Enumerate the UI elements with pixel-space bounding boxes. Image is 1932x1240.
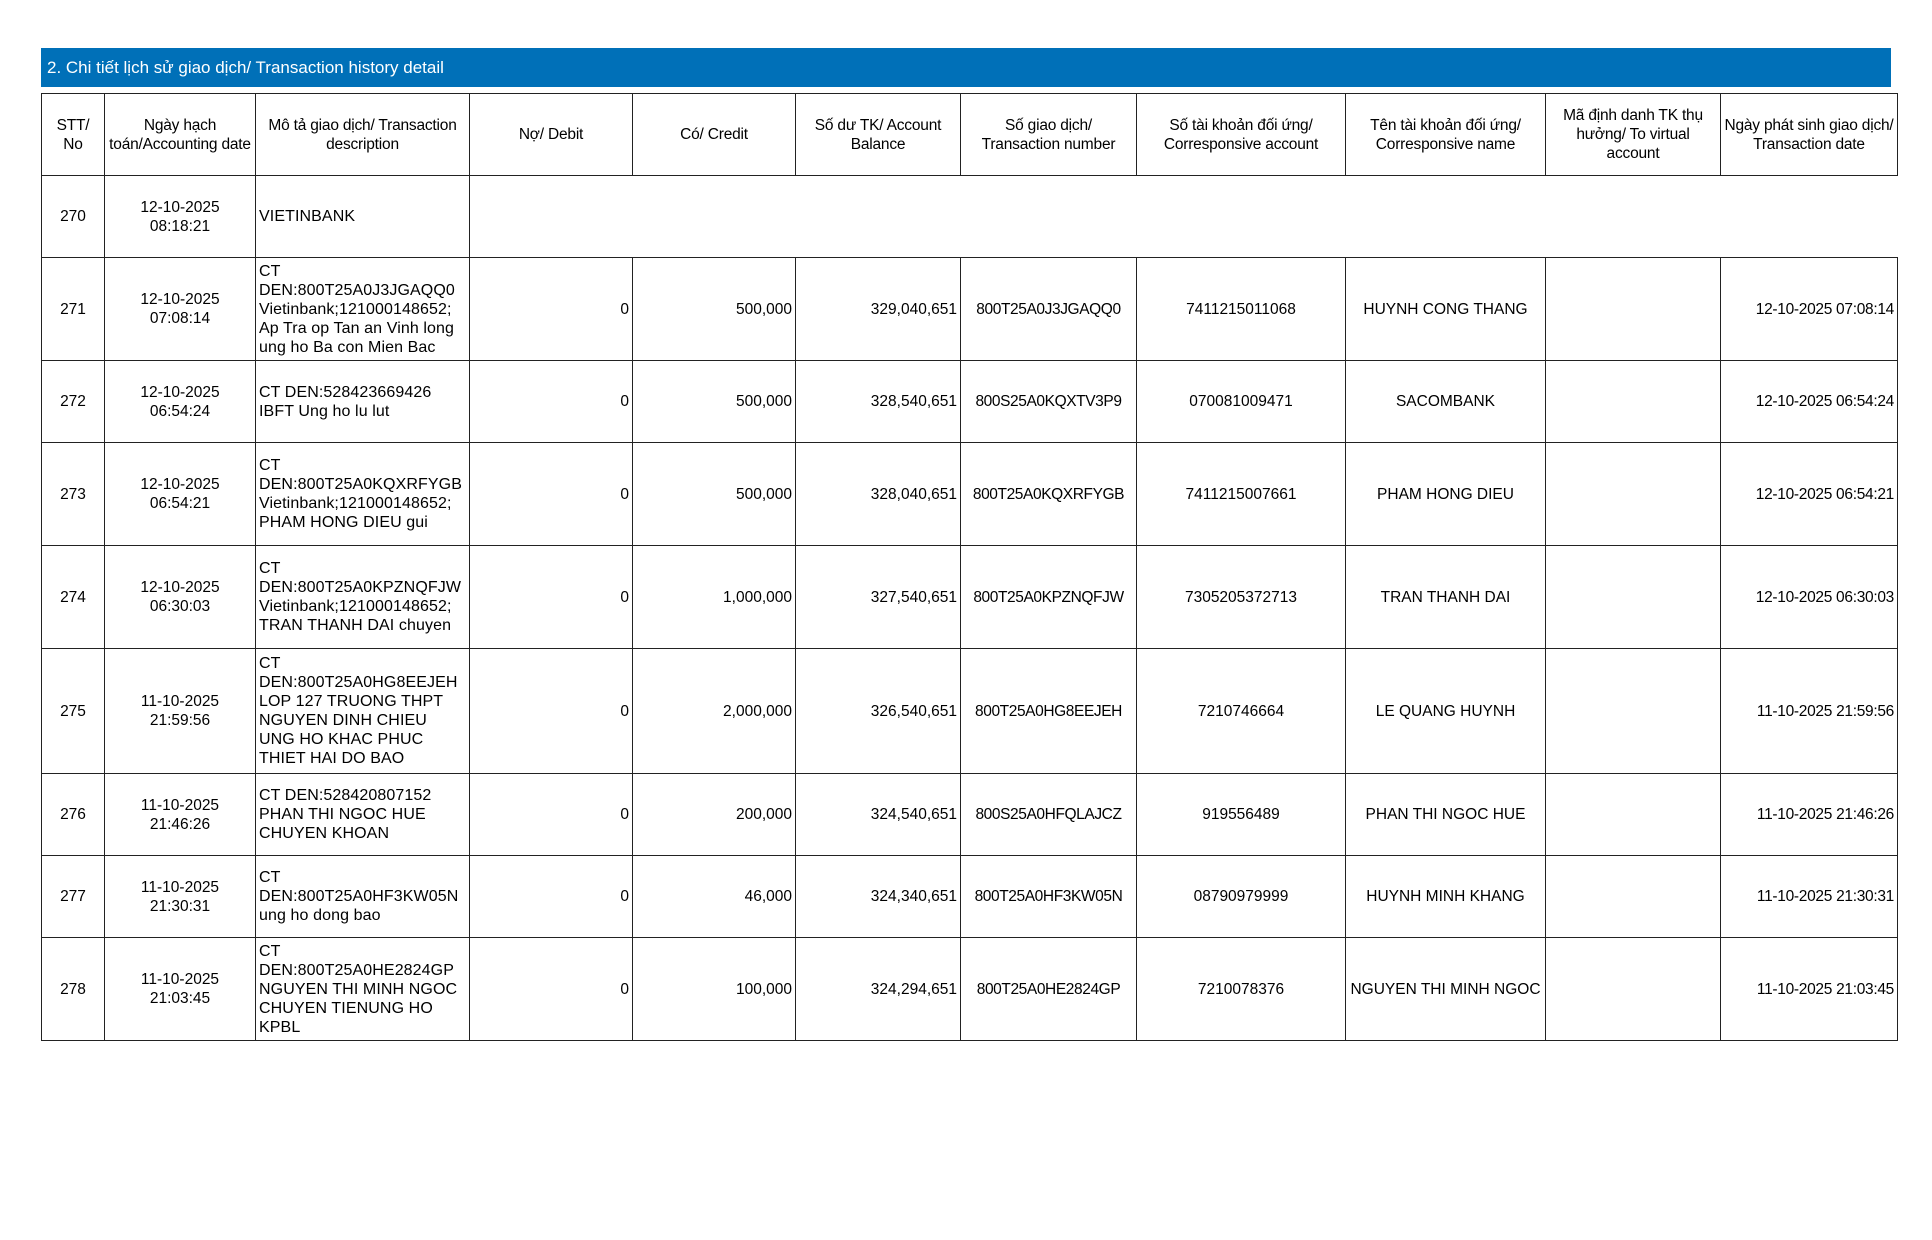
cell-credit: 100,000 [633,938,796,1041]
cell-credit: 500,000 [633,361,796,443]
cell-description: CT DEN:528423669426 IBFT Ung ho lu lut [256,361,470,443]
accounting-time: 21:59:56 [149,712,211,729]
cell-balance: 329,040,651 [796,258,961,361]
col-header-description: Mô tả giao dịch/ Transaction description [256,94,470,176]
cell-description: CT DEN:800T25A0J3JGAQQ0 Vietinbank;121000148652; Ap Tra op Tan an Vinh long ung ho Ba con Mien Bac [256,258,470,361]
col-header-transaction-date: Ngày phát sinh giao dịch/ Transaction date [1721,94,1898,176]
cell-virtual-account [1546,649,1721,774]
cell-corresponsive-account: 070081009471 [1137,361,1346,443]
col-header-no: STT/ No [42,94,105,176]
accounting-date: 11-10-2025 [140,693,220,710]
cell-credit: 1,000,000 [633,546,796,649]
accounting-time: 08:18:21 [149,217,211,235]
cell-corresponsive-account: 7411215007661 [1137,443,1346,546]
cell-transaction-date: 12-10-2025 06:30:03 [1721,546,1898,649]
cell-no: 270 [42,176,105,258]
table-header-row [42,94,1898,176]
accounting-time: 06:54:24 [149,402,211,420]
accounting-time: 21:30:31 [149,897,211,915]
table-row [42,938,1898,1041]
accounting-date: 12-10-2025 [140,579,220,596]
section-title: 2. Chi tiết lịch sử giao dịch/ Transaction history detail [47,58,444,77]
accounting-date: 12-10-2025 [140,383,220,401]
cell-accounting-date [105,649,256,774]
cell-no: 277 [42,856,105,938]
cell-transaction-number: 800T25A0HG8EEJEH [961,649,1137,774]
cell-corresponsive-account: 7411215011068 [1137,258,1346,361]
cell-debit: 0 [470,546,633,649]
cell-description: VIETINBANK [256,176,470,258]
cell-credit: 500,000 [633,258,796,361]
cell-transaction-number: 800S25A0HFQLAJCZ [961,774,1137,856]
col-header-corresponsive-account: Số tài khoản đối ứng/ Corresponsive account [1137,94,1346,176]
cell-corresponsive-name: NGUYEN THI MINH NGOC [1346,938,1546,1041]
accounting-date: 11-10-2025 [140,971,220,988]
cell-transaction-number: 800T25A0KPZNQFJW [961,546,1137,649]
cell-no: 273 [42,443,105,546]
cell-virtual-account [1546,938,1721,1041]
cell-no: 276 [42,774,105,856]
cell-virtual-account [1546,546,1721,649]
cell-transaction-date: 12-10-2025 06:54:24 [1721,361,1898,443]
table-row [42,176,1898,258]
accounting-date: 12-10-2025 [140,476,220,493]
cell-description: CT DEN:800T25A0HE2824GP NGUYEN THI MINH NGOC CHUYEN TIENUNG HO KPBL [256,938,470,1041]
cell-corresponsive-account: 7305205372713 [1137,546,1346,649]
cell-accounting-date [105,774,256,856]
col-header-debit: Nợ/ Debit [470,94,633,176]
cell-balance: 324,294,651 [796,938,961,1041]
cell-balance: 328,040,651 [796,443,961,546]
cell-corresponsive-name: SACOMBANK [1346,361,1546,443]
col-header-transaction-number: Số giao dịch/ Transaction number [961,94,1137,176]
cell-virtual-account [1546,856,1721,938]
cell-transaction-number: 800T25A0J3JGAQQ0 [961,258,1137,361]
col-header-balance: Số dư TK/ Account Balance [796,94,961,176]
accounting-time: 21:46:26 [149,815,211,833]
cell-accounting-date [105,546,256,649]
cell-balance: 328,540,651 [796,361,961,443]
cell-corresponsive-account: 7210078376 [1137,938,1346,1041]
cell-corresponsive-account: 08790979999 [1137,856,1346,938]
cell-no: 275 [42,649,105,774]
table-row [42,774,1898,856]
accounting-date: 11-10-2025 [140,878,220,896]
empty-merged-cell [470,176,1898,258]
cell-transaction-number: 800S25A0KQXTV3P9 [961,361,1137,443]
cell-no: 274 [42,546,105,649]
cell-transaction-number: 800T25A0KQXRFYGB [961,443,1137,546]
accounting-date: 11-10-2025 [140,796,220,814]
cell-balance: 326,540,651 [796,649,961,774]
cell-accounting-date [105,176,256,258]
cell-no: 271 [42,258,105,361]
table-row [42,649,1898,774]
col-header-virtual-account: Mã định danh TK thụ hưởng/ To virtual account [1546,94,1721,176]
col-header-corresponsive-name: Tên tài khoản đối ứng/ Corresponsive name [1346,94,1546,176]
cell-credit: 200,000 [633,774,796,856]
cell-corresponsive-name: HUYNH CONG THANG [1346,258,1546,361]
cell-no: 272 [42,361,105,443]
cell-virtual-account [1546,258,1721,361]
cell-transaction-date: 11-10-2025 21:30:31 [1721,856,1898,938]
cell-balance: 324,340,651 [796,856,961,938]
cell-description: CT DEN:800T25A0KPZNQFJW Vietinbank;121000148652; TRAN THANH DAI chuyen [256,546,470,649]
cell-corresponsive-name: PHAN THI NGOC HUE [1346,774,1546,856]
cell-balance: 324,540,651 [796,774,961,856]
cell-transaction-date: 12-10-2025 06:54:21 [1721,443,1898,546]
col-header-accounting-date: Ngày hạch toán/Accounting date [105,94,256,176]
cell-debit: 0 [470,856,633,938]
cell-credit: 46,000 [633,856,796,938]
cell-balance: 327,540,651 [796,546,961,649]
cell-credit: 500,000 [633,443,796,546]
accounting-date: 12-10-2025 [140,198,220,216]
cell-description: CT DEN:800T25A0HF3KW05N ung ho dong bao [256,856,470,938]
accounting-time: 06:30:03 [149,598,211,615]
col-header-credit: Có/ Credit [633,94,796,176]
cell-virtual-account [1546,443,1721,546]
cell-transaction-date: 11-10-2025 21:46:26 [1721,774,1898,856]
cell-corresponsive-name: TRAN THANH DAI [1346,546,1546,649]
cell-accounting-date [105,258,256,361]
accounting-date: 12-10-2025 [140,291,220,308]
cell-description: CT DEN:528420807152 PHAN THI NGOC HUE CHUYEN KHOAN [256,774,470,856]
cell-transaction-number: 800T25A0HE2824GP [961,938,1137,1041]
cell-description: CT DEN:800T25A0KQXRFYGB Vietinbank;121000148652; PHAM HONG DIEU gui [256,443,470,546]
cell-debit: 0 [470,361,633,443]
cell-virtual-account [1546,361,1721,443]
cell-accounting-date [105,938,256,1041]
table-row [42,361,1898,443]
cell-debit: 0 [470,774,633,856]
cell-accounting-date [105,361,256,443]
cell-credit: 2,000,000 [633,649,796,774]
cell-corresponsive-name: LE QUANG HUYNH [1346,649,1546,774]
table-row [42,546,1898,649]
cell-transaction-date: 11-10-2025 21:59:56 [1721,649,1898,774]
cell-virtual-account [1546,774,1721,856]
table-row [42,258,1898,361]
cell-debit: 0 [470,649,633,774]
table-row [42,443,1898,546]
cell-corresponsive-name: HUYNH MINH KHANG [1346,856,1546,938]
cell-transaction-date: 12-10-2025 07:08:14 [1721,258,1898,361]
accounting-time: 06:54:21 [149,495,211,512]
cell-corresponsive-account: 919556489 [1137,774,1346,856]
cell-accounting-date [105,856,256,938]
cell-no: 278 [42,938,105,1041]
cell-accounting-date [105,443,256,546]
cell-transaction-number: 800T25A0HF3KW05N [961,856,1137,938]
cell-corresponsive-name: PHAM HONG DIEU [1346,443,1546,546]
cell-transaction-date: 11-10-2025 21:03:45 [1721,938,1898,1041]
cell-corresponsive-account: 7210746664 [1137,649,1346,774]
cell-description: CT DEN:800T25A0HG8EEJEH LOP 127 TRUONG THPT NGUYEN DINH CHIEU UNG HO KHAC PHUC THIET HAI DO BAO [256,649,470,774]
cell-debit: 0 [470,443,633,546]
accounting-time: 07:08:14 [149,310,211,327]
accounting-time: 21:03:45 [149,990,211,1007]
cell-debit: 0 [470,258,633,361]
table-row [42,856,1898,938]
section-title-bar [41,48,1891,87]
cell-debit: 0 [470,938,633,1041]
transaction-table [41,93,1898,1041]
